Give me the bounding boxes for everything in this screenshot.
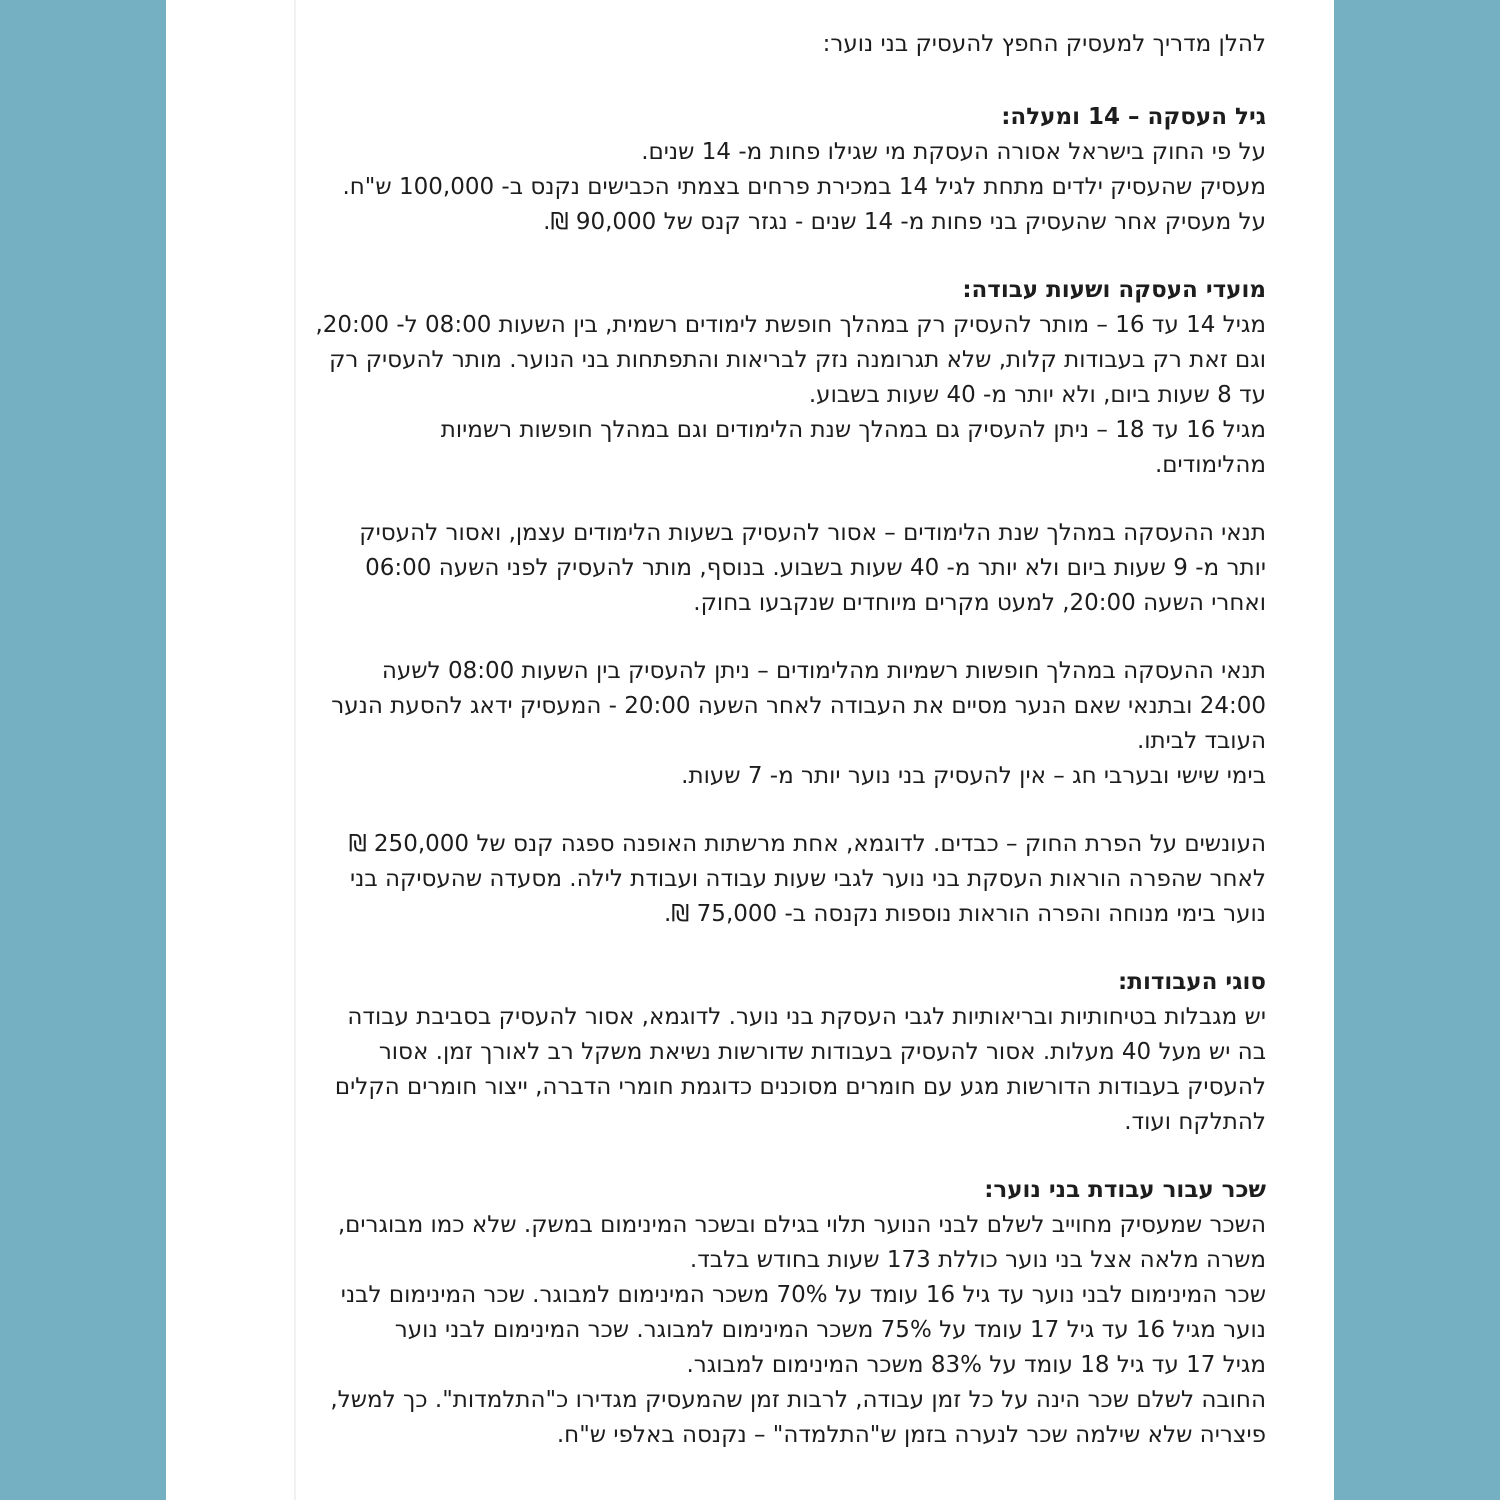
text-line: משרה מלאה אצל בני נוער כוללת 173 שעות בחודש בלבד. [689, 1247, 1266, 1273]
paragraph-penalties [256, 827, 1266, 932]
text-line: על מעסיק אחר שהעסיק בני פחות מ- 14 שנים - נגזר קנס של 90,000 ₪. [543, 209, 1266, 235]
text-line: על פי החוק בישראל אסורה העסקת מי שגילו פחות מ- 14 שנים. [641, 139, 1266, 165]
text-line: יותר מ- 9 שעות ביום ולא יותר מ- 40 שעות בשבוע. בנוסף, מותר להעסיק לפני השעה 06:00 [365, 555, 1266, 581]
section-heading: שכר עבור עבודת בני נוער: [984, 1177, 1266, 1203]
section-employment-age [256, 100, 1266, 240]
section-employment-times [256, 273, 1266, 483]
text-line: פיצריה שלא שילמה שכר לנערה בזמן ש"התלמדה" – נקנסה באלפי ש"ח. [556, 1422, 1266, 1448]
text-line: מהלימודים. [1154, 452, 1266, 478]
text-line: ואחרי השעה 20:00, למעט מקרים מיוחדים שנקבעו בחוק. [693, 590, 1266, 616]
document-page [166, 0, 1334, 1500]
text-line: מעסיק שהעסיק ילדים מתחת לגיל 14 במכירת פרחים בצמתי הכבישים נקנס ב- 100,000 ש"ח. [342, 174, 1266, 200]
text-line: מגיל 14 עד 16 – מותר להעסיק רק במהלך חופשת לימודים רשמית, בין השעות 08:00 ל- 20:00, [315, 312, 1266, 338]
section-heading: סוגי העבודות: [1118, 969, 1266, 995]
text-line: נוער בימי מנוחה והפרה הוראות נוספות נקנסה ב- 75,000 ₪. [664, 901, 1266, 927]
text-line: השכר שמעסיק מחוייב לשלם לבני הנוער תלוי בגילם ובשכר המינימום במשק. שלא כמו מבוגרים, [337, 1212, 1266, 1238]
section-heading: גיל העסקה – 14 ומעלה: [1001, 104, 1266, 130]
paragraph-school-year-terms [256, 516, 1266, 621]
text-line: עד 8 שעות ביום, ולא יותר מ- 40 שעות בשבוע. [808, 382, 1266, 408]
text-line: בה יש מעל 40 מעלות. אסור להעסיק בעבודות שדורשות נשיאת משקל רב לאורך זמן. אסור [378, 1039, 1266, 1065]
text-line: החובה לשלם שכר הינה על כל זמן עבודה, לרבות זמן שהמעסיק מגדירו כ"התלמדות". כך למשל, [330, 1387, 1266, 1413]
text-line: להעסיק בעבודות הדורשות מגע עם חומרים מסוכנים כדוגמת חומרי הדברה, ייצור חומרים הקלים [334, 1074, 1266, 1100]
text-line: תנאי ההעסקה במהלך חופשות רשמיות מהלימודים – ניתן להעסיק בין השעות 08:00 לשעה [381, 658, 1266, 684]
text-line: נוער מגיל 16 עד גיל 17 עומד על 75% משכר המינימום למבוגר. שכר המינימום לבני נוער [394, 1317, 1266, 1343]
text-line: שכר המינימום לבני נוער עד גיל 16 עומד על 70% משכר המינימום למבוגר. שכר המינימום לבני [340, 1282, 1266, 1308]
text-line: העונשים על הפרת החוק – כבדים. לדוגמא, אחת מרשתות האופנה ספגה קנס של 250,000 ₪ [348, 831, 1266, 857]
text-line: בימי שישי ובערבי חג – אין להעסיק בני נוער יותר מ- 7 שעות. [681, 763, 1266, 789]
section-wages [256, 1173, 1266, 1453]
text-line: להלן מדריך למעסיק החפץ להעסיק בני נוער: [822, 31, 1266, 57]
section-work-types [256, 965, 1266, 1140]
text-block [256, 27, 1266, 1453]
intro-paragraph [256, 27, 1266, 62]
text-line: וגם זאת רק בעבודות קלות, שלא תגרומנה נזק לבריאות והתפתחות בני הנוער. מותר להעסיק רק [329, 347, 1266, 373]
text-line: תנאי ההעסקה במהלך שנת הלימודים – אסור להעסיק בשעות הלימודים עצמן, ואסור להעסיק [359, 520, 1266, 546]
text-line: העובד לביתו. [1136, 728, 1266, 754]
text-line: מגיל 16 עד 18 – ניתן להעסיק גם במהלך שנת הלימודים וגם במהלך חופשות רשמיות [440, 417, 1266, 443]
section-heading: מועדי העסקה ושעות עבודה: [962, 277, 1266, 303]
paragraph-holiday-terms [256, 654, 1266, 794]
text-line: יש מגבלות בטיחותיות ובריאותיות לגבי העסקת בני נוער. לדוגמא, אסור להעסיק בסביבת עבודה [347, 1004, 1266, 1030]
text-line: 24:00 ובתנאי שאם הנער מסיים את העבודה לאחר השעה 20:00 - המעסיק ידאג להסעת הנער [331, 693, 1266, 719]
text-line: מגיל 17 עד גיל 18 עומד על 83% משכר המינימום למבוגר. [686, 1352, 1266, 1378]
text-line: להתלקח ועוד. [1124, 1109, 1266, 1135]
text-line: לאחר שהפרה הוראות העסקת בני נוער לגבי שעות עבודה ועבודת לילה. מסעדה שהעסיקה בני [350, 866, 1266, 892]
